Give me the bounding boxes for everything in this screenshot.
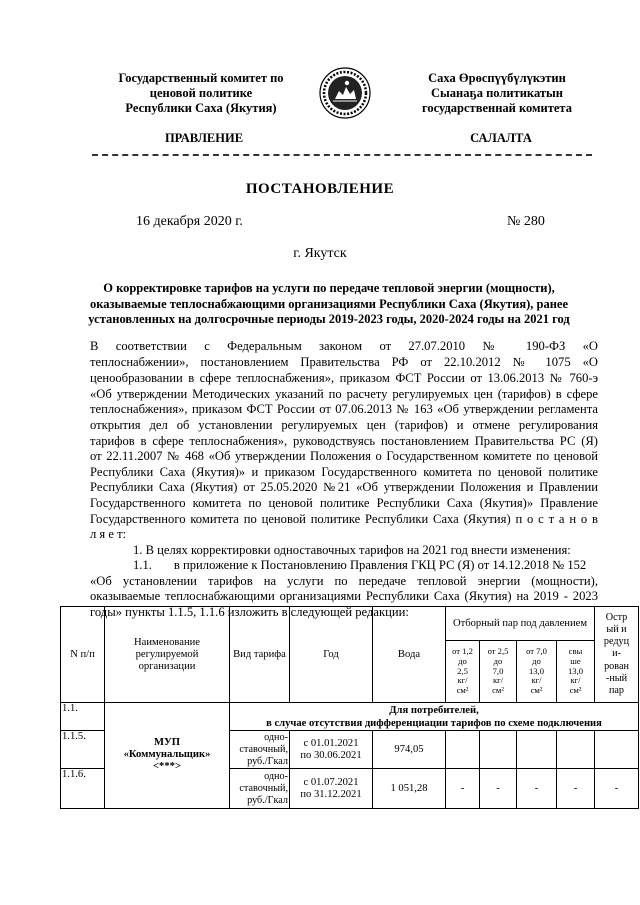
header-text-line: см² [492, 685, 504, 696]
header-text-line: ше [570, 655, 581, 666]
cell-line: ставочный, [239, 743, 288, 755]
body-line: годы» пункты 1.1.5, 1.1.6 изложить в следующей редакции: [90, 605, 409, 619]
body-line: Республики Саха (Якутия) от 25.05.2020 №21 «Об утверждении Положения и Правлении [90, 480, 598, 494]
header-cell-sharp-steam [595, 607, 639, 703]
period-cell [290, 769, 373, 809]
section-heading [230, 703, 639, 731]
header-divider [92, 154, 592, 156]
header-cell-number: N п/п [61, 607, 105, 703]
cell-line: с 01.07.2021 [303, 776, 359, 788]
subject-line: оказываемые теплоснабжающими организациями Республики Саха (Якутия), ранее [89, 296, 569, 311]
right-organization-name [397, 71, 597, 116]
header-text-line: см² [456, 685, 469, 696]
steam-tariff-cell [557, 731, 595, 769]
body-line: теплоснабжения», приказом ФСТ России от 07.06.2013 № 163 «Об утверждении регламента [90, 402, 598, 416]
header-text-line: кг/ [531, 675, 542, 686]
steam-tariff-cell [517, 731, 557, 769]
right-org-line: Саха Өрөспүүбүлүкэтин [428, 71, 566, 85]
steam-tariff-cell [446, 731, 480, 769]
section-heading-line: в случае отсутствия дифференциации тарифов по схеме подключения [266, 717, 602, 729]
header-cell-steam-range [517, 641, 557, 703]
header-text-line: см² [569, 685, 582, 696]
organization-name-line: «Коммунальщик» [123, 748, 211, 760]
header-text-line: от 1,2 [452, 645, 473, 656]
header-cell-steam: Отборный пар под давлением [446, 607, 595, 641]
steam-tariff-cell: - [480, 769, 517, 809]
cell-line: руб./Гкал [247, 755, 288, 767]
body-line: оказываемые теплоснабжающими организациями Республики Саха (Якутия) на 2019 - 2023 [90, 589, 598, 603]
body-line: Государственного комитета по ценовой политике Республики Саха (Якутия) п о с т а н о в [90, 512, 598, 526]
tariff-table [60, 606, 639, 809]
body-line: В соответствии с Федеральным законом от 27.07.2010 № 190-ФЗ «О [90, 339, 598, 353]
header-text-line: Остр [605, 611, 628, 623]
header-cell-steam-range [446, 641, 480, 703]
header-text-line: редуц [603, 636, 630, 648]
cell-line: ставочный, [239, 782, 288, 794]
left-board-label: ПРАВЛЕНИЕ [164, 131, 244, 145]
sharp-steam-tariff-cell: - [595, 769, 639, 809]
body-line: от 22.11.2007 № 468 «Об утверждении Положения о Государственном комитете по ценовой [90, 449, 598, 463]
header-text-line: до [458, 655, 467, 666]
header-text-line: свы [568, 645, 583, 656]
header-text-line: см² [530, 685, 543, 696]
header-cell-water: Вода [373, 607, 446, 703]
body-line: «Об утверждении Методических указаний по расчету регулируемых цен (тарифов) в сфере [90, 387, 598, 401]
organization-name [105, 731, 230, 809]
header-text-line: -ный [605, 672, 628, 684]
left-organization-name [96, 71, 306, 116]
right-org-line: государственнай комитета [422, 101, 572, 115]
body-line: л я е т: [90, 527, 127, 541]
sharp-steam-tariff-cell [595, 731, 639, 769]
header-cell-tariff-type: Вид тарифа [230, 607, 290, 703]
header-text-line: кг/ [570, 675, 581, 686]
header-text-line: рован [604, 660, 629, 672]
body-line: открытия дел об установлении регулируемых цен (тарифов) и отмене регулирования [90, 418, 598, 432]
cell-line: по 31.12.2021 [300, 788, 362, 800]
tariff-type-cell [230, 769, 290, 809]
header-cell-year: Год [290, 607, 373, 703]
section-heading-line: Для потребителей, [389, 704, 479, 716]
section-number: 1.1. [61, 703, 105, 731]
steam-tariff-cell: - [517, 769, 557, 809]
header-text-line: от 2,5 [487, 645, 509, 656]
header-text-line: кг/ [457, 675, 468, 686]
cell-line: одно- [264, 770, 288, 782]
organization-name-line: <***> [153, 760, 181, 772]
row-number: 1.1.5. [61, 731, 105, 769]
document-date: 16 декабря 2020 г. [136, 214, 243, 229]
body-line: тарифов в сфере теплоснабжения», руководствуясь постановлением Правительства РС (Я) [90, 434, 598, 448]
cell-line: по 30.06.2021 [300, 749, 362, 761]
steam-tariff-cell [480, 731, 517, 769]
left-org-line: Государственный комитет по [118, 71, 284, 85]
period-cell [290, 731, 373, 769]
header-text-line: пар [608, 685, 625, 696]
body-line: 1. В целях корректировки одноставочных тарифов на 2021 год внести изменения: [133, 543, 571, 557]
header-text-line: до [493, 655, 503, 666]
header-text-line: кг/ [492, 675, 504, 686]
body-line: Государственного комитета по ценовой политике Республики Саха (Якутия)» Правление [90, 496, 598, 510]
header-cell-steam-range [557, 641, 595, 703]
header-text-line: и- [612, 648, 621, 660]
row-number: 1.1.6. [61, 769, 105, 809]
body-line: ценообразовании в сфере теплоснабжения», приказом ФСТ России от 13.06.2013 № 760-э [90, 371, 598, 385]
cell-line: с 01.01.2021 [303, 737, 359, 749]
tariff-type-cell [230, 731, 290, 769]
coat-of-arms-emblem [319, 67, 371, 119]
header-cell-steam-range [480, 641, 517, 703]
right-board-label: САЛАЛТА [470, 131, 532, 145]
body-line: 1.1. в приложение к Постановлению Правления ГКЦ РС (Я) от 14.12.2018 № 152 [133, 558, 587, 572]
left-org-line: Республики Саха (Якутия) [125, 101, 277, 115]
document-city: г. Якутск [293, 246, 347, 261]
left-org-line: ценовой политике [149, 86, 253, 100]
header-text-line: 2,5 [457, 665, 468, 676]
organization-name-line: МУП [153, 736, 180, 748]
water-tariff-cell: 1 051,28 [373, 769, 446, 809]
body-line: теплоснабжении», постановлением Правительства РФ от 22.10.2012 № 1075 «О [90, 355, 598, 369]
header-text-line: 7,0 [492, 665, 504, 676]
header-text-line: от 7,0 [526, 645, 547, 656]
section-org-spacer [105, 703, 230, 731]
header-text-line: 13,0 [567, 665, 584, 676]
table-row [61, 731, 639, 769]
header-text-line: ый и [606, 623, 627, 635]
document-title: ПОСТАНОВЛЕНИЕ [245, 181, 395, 197]
cell-line: руб./Гкал [247, 794, 288, 806]
body-line: Республики Саха (Якутия)» и приказом Государственного комитета по ценовой политике [90, 465, 598, 479]
steam-tariff-cell: - [446, 769, 480, 809]
cell-line: одно- [264, 731, 288, 743]
subject-line: О корректировке тарифов на услуги по передаче тепловой энергии (мощности), [103, 281, 555, 295]
body-line: «Об установлении тарифов на услуги по передаче тепловой энергии (мощности), [90, 574, 598, 588]
document-number: № 280 [507, 214, 545, 229]
subject-line: установленных на долгосрочные периоды 2019-2023 годы, 2020-2024 годы на 2021 год [88, 312, 570, 326]
water-tariff-cell: 974,05 [373, 731, 446, 769]
document-subject [60, 281, 598, 328]
header-cell-organization: Наименование регулируемой организации [105, 607, 230, 703]
header-text-line: 13,0 [528, 665, 545, 676]
header-text-line: до [532, 655, 541, 666]
steam-tariff-cell: - [557, 769, 595, 809]
right-org-line: Сыанаҕа политикатын [431, 86, 563, 100]
